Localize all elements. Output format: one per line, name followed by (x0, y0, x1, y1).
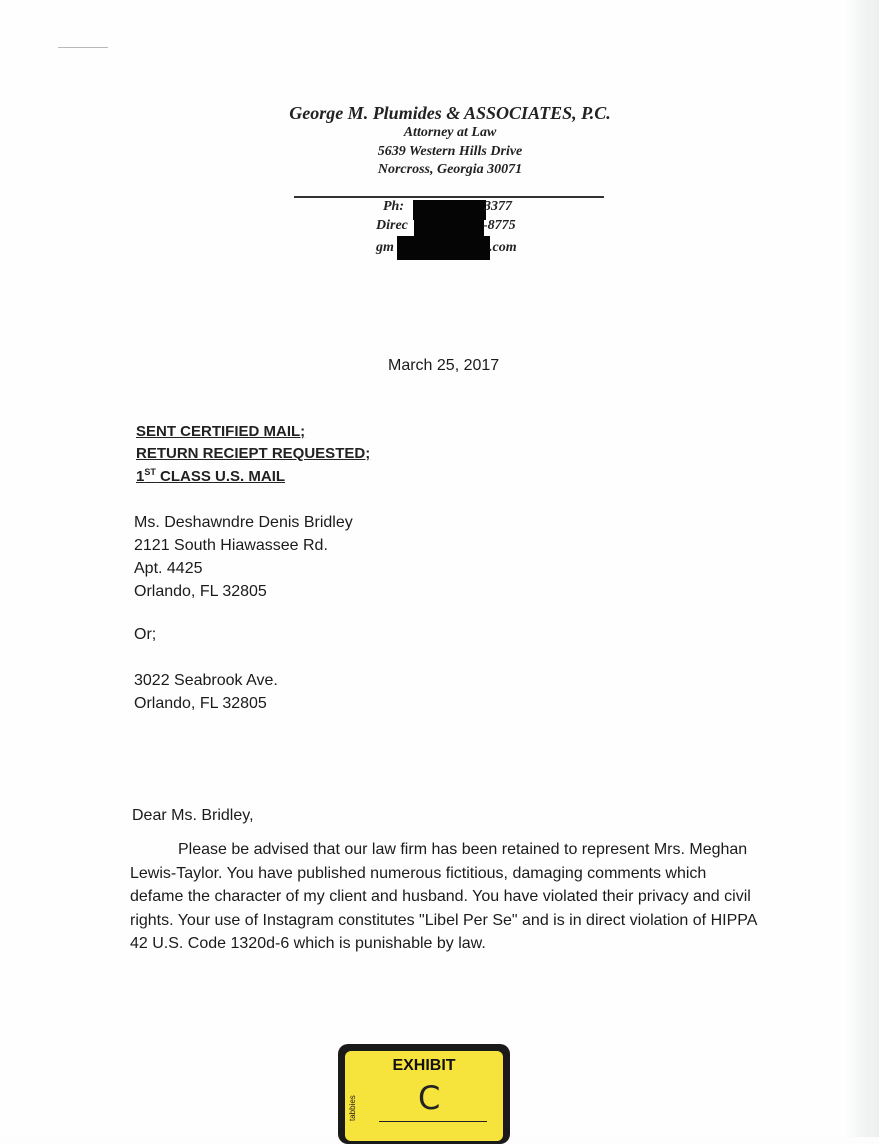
body-paragraph (130, 838, 760, 956)
email-suffix: .com (489, 240, 517, 255)
exhibit-letter: C (418, 1079, 441, 1117)
direct-tail: -8775 (483, 218, 516, 233)
firm-title: Attorney at Law (403, 125, 497, 140)
class-number: 1 (136, 468, 145, 485)
letter-date: March 25, 2017 (388, 357, 500, 374)
exhibit-title: EXHIBIT (392, 1057, 456, 1074)
phone-tail: 3377 (484, 199, 512, 214)
recipient-name: Ms. Deshawndre Denis Bridley (134, 514, 353, 531)
direct-label: Direc (376, 218, 408, 233)
alt-city: Orlando, FL 32805 (134, 695, 267, 712)
firm-name: George M. Plumides & ASSOCIATES, P.C. (289, 103, 611, 123)
class-text: CLASS U.S. MAIL (155, 468, 286, 485)
redaction-bar-email (397, 236, 490, 260)
exhibit-underline (379, 1121, 487, 1122)
firm-street: 5639 Western Hills Drive (377, 144, 523, 159)
body-paragraph-text: Please be advised that our law firm has been retained to represent Mrs. Meghan Lewis-Taylor. You have published numerous fictitious, damaging comments which defame the character of my client and husband. You have violated their privacy and civil rights. Your use of Instagram constitutes "Libel Per Se" and is in direct violation of HIPPA 42 U.S. Code 1320d-6 which is punishable by law. (130, 841, 757, 952)
exhibit-sticker (338, 1044, 510, 1144)
alt-street: 3022 Seabrook Ave. (134, 672, 278, 689)
phone-label: Ph: (383, 199, 404, 214)
firm-city: Norcross, Georgia 30071 (377, 162, 523, 177)
or-label: Or; (134, 626, 157, 643)
exhibit-sticker-face (345, 1051, 503, 1141)
letterhead-divider (294, 196, 604, 198)
scan-edge-shadow (845, 0, 879, 1137)
redaction-bar-phone (413, 200, 486, 220)
delivery-line-first-class (136, 467, 285, 485)
class-ordinal: ST (144, 467, 156, 477)
recipient-apt: Apt. 4425 (134, 560, 203, 577)
delivery-line-certified: SENT CERTIFIED MAIL; (136, 423, 306, 440)
delivery-line-return-receipt: RETURN RECIEPT REQUESTED; (136, 445, 371, 462)
redaction-bar-direct (414, 218, 484, 238)
recipient-city: Orlando, FL 32805 (134, 583, 267, 600)
salutation: Dear Ms. Bridley, (132, 807, 254, 824)
scan-artifact-line (58, 47, 108, 48)
recipient-street: 2121 South Hiawassee Rd. (134, 537, 328, 554)
email-prefix: gm (376, 240, 394, 255)
recipient-address (134, 511, 353, 603)
alternate-address (134, 669, 278, 715)
exhibit-brand: tabbies (348, 1095, 357, 1121)
